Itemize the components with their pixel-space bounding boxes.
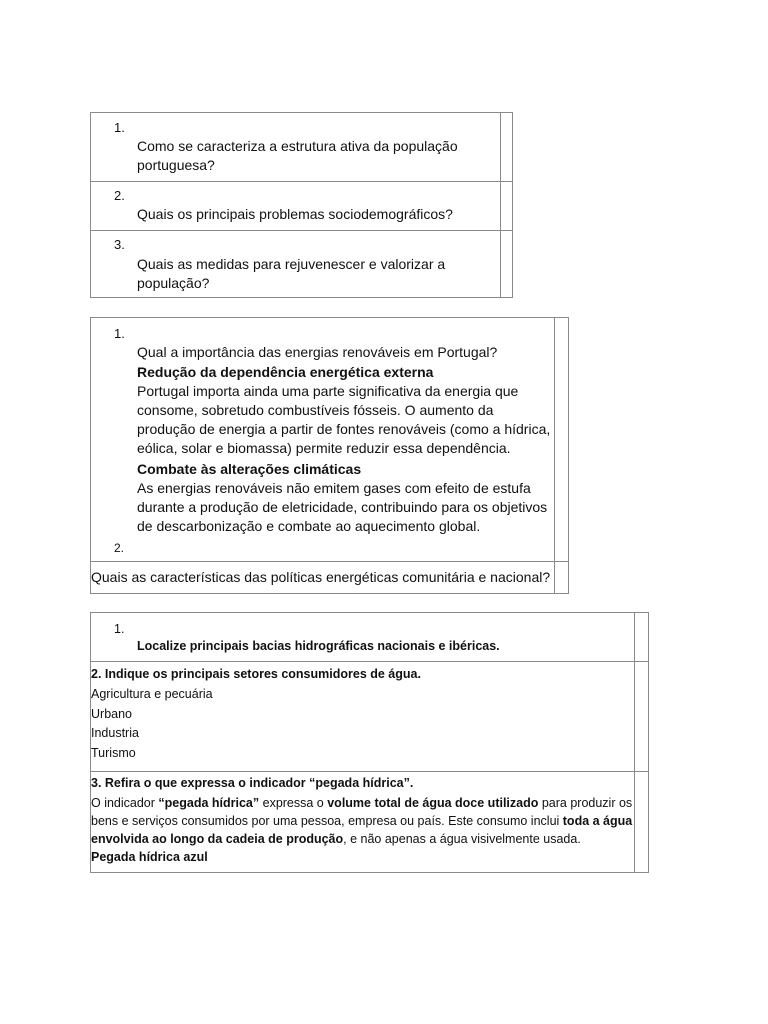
paragraph: As energias renováveis não emitem gases com efeito de estufa durante a produção de eletricidade, contribuindo para os objetivos de descarbonização e combate ao aquecimento global.: [137, 480, 548, 534]
table-row: [91, 182, 512, 231]
question-text: 3. Refira o que expressa o indicador “pegada hídrica”.: [91, 776, 414, 790]
question-text: Qual a importância das energias renováveis em Portugal?: [137, 344, 498, 360]
question-text: Quais os principais problemas sociodemográficos?: [137, 206, 453, 222]
table-row: [91, 113, 512, 182]
item-number: 1.: [114, 622, 125, 636]
question-text: Localize principais bacias hidrográficas nacionais e ibéricas.: [137, 639, 500, 653]
item-number: 3.: [114, 237, 125, 252]
list-item: Turismo: [91, 746, 136, 760]
text-run-bold: toda a água envolvida ao longo da cadeia de produção: [91, 814, 633, 846]
questions-table-1: [90, 112, 513, 298]
question-text: Quais as características das políticas energéticas comunitária e nacional?: [91, 569, 551, 585]
section-heading: Combate às alterações climáticas: [137, 461, 362, 477]
item-number: 1.: [114, 120, 125, 135]
sub-heading: Pegada hídrica azul: [91, 850, 208, 864]
table-row: [91, 772, 648, 872]
paragraph: Portugal importa ainda uma parte significativa da energia que consome, sobretudo combustíveis fósseis. O aumento da produção de energia a partir de fontes renováveis (como a hídrica, eólica, solar e biomassa) permite reduzir essa dependência.: [137, 383, 551, 456]
question-text: 2. Indique os principais setores consumidores de água.: [91, 667, 421, 681]
text-run-bold: volume total de água doce utilizado: [327, 796, 539, 810]
item-number: 2.: [114, 188, 125, 203]
item-number: 1.: [114, 326, 125, 341]
table-row: [91, 562, 568, 593]
item-number: 2.: [114, 541, 125, 555]
questions-table-3: [90, 612, 649, 873]
text-run: expressa o: [259, 796, 328, 810]
section-heading: Redução da dependência energética externa: [137, 364, 434, 380]
list-item: Agricultura e pecuária: [91, 687, 213, 701]
text-run: , e não apenas a água visivelmente usada.: [343, 832, 581, 846]
text-run-bold: “pegada hídrica”: [158, 796, 260, 810]
list-item: Urbano: [91, 707, 132, 721]
table-row: [91, 613, 648, 662]
paragraph: [91, 794, 636, 848]
text-run: O indicador: [91, 796, 159, 810]
list-item: Industria: [91, 726, 139, 740]
text-run: para produzir os bens e serviços consumidos por uma pessoa, empresa ou país. Este consumo inclui: [91, 796, 633, 828]
question-text: Como se caracteriza a estrutura ativa da população portuguesa?: [137, 138, 458, 173]
table-row: [91, 231, 512, 297]
question-text: Quais as medidas para rejuvenescer e valorizar a população?: [137, 256, 446, 291]
questions-table-2: [90, 317, 569, 594]
table-row: [91, 662, 648, 772]
table-row: [91, 318, 568, 562]
